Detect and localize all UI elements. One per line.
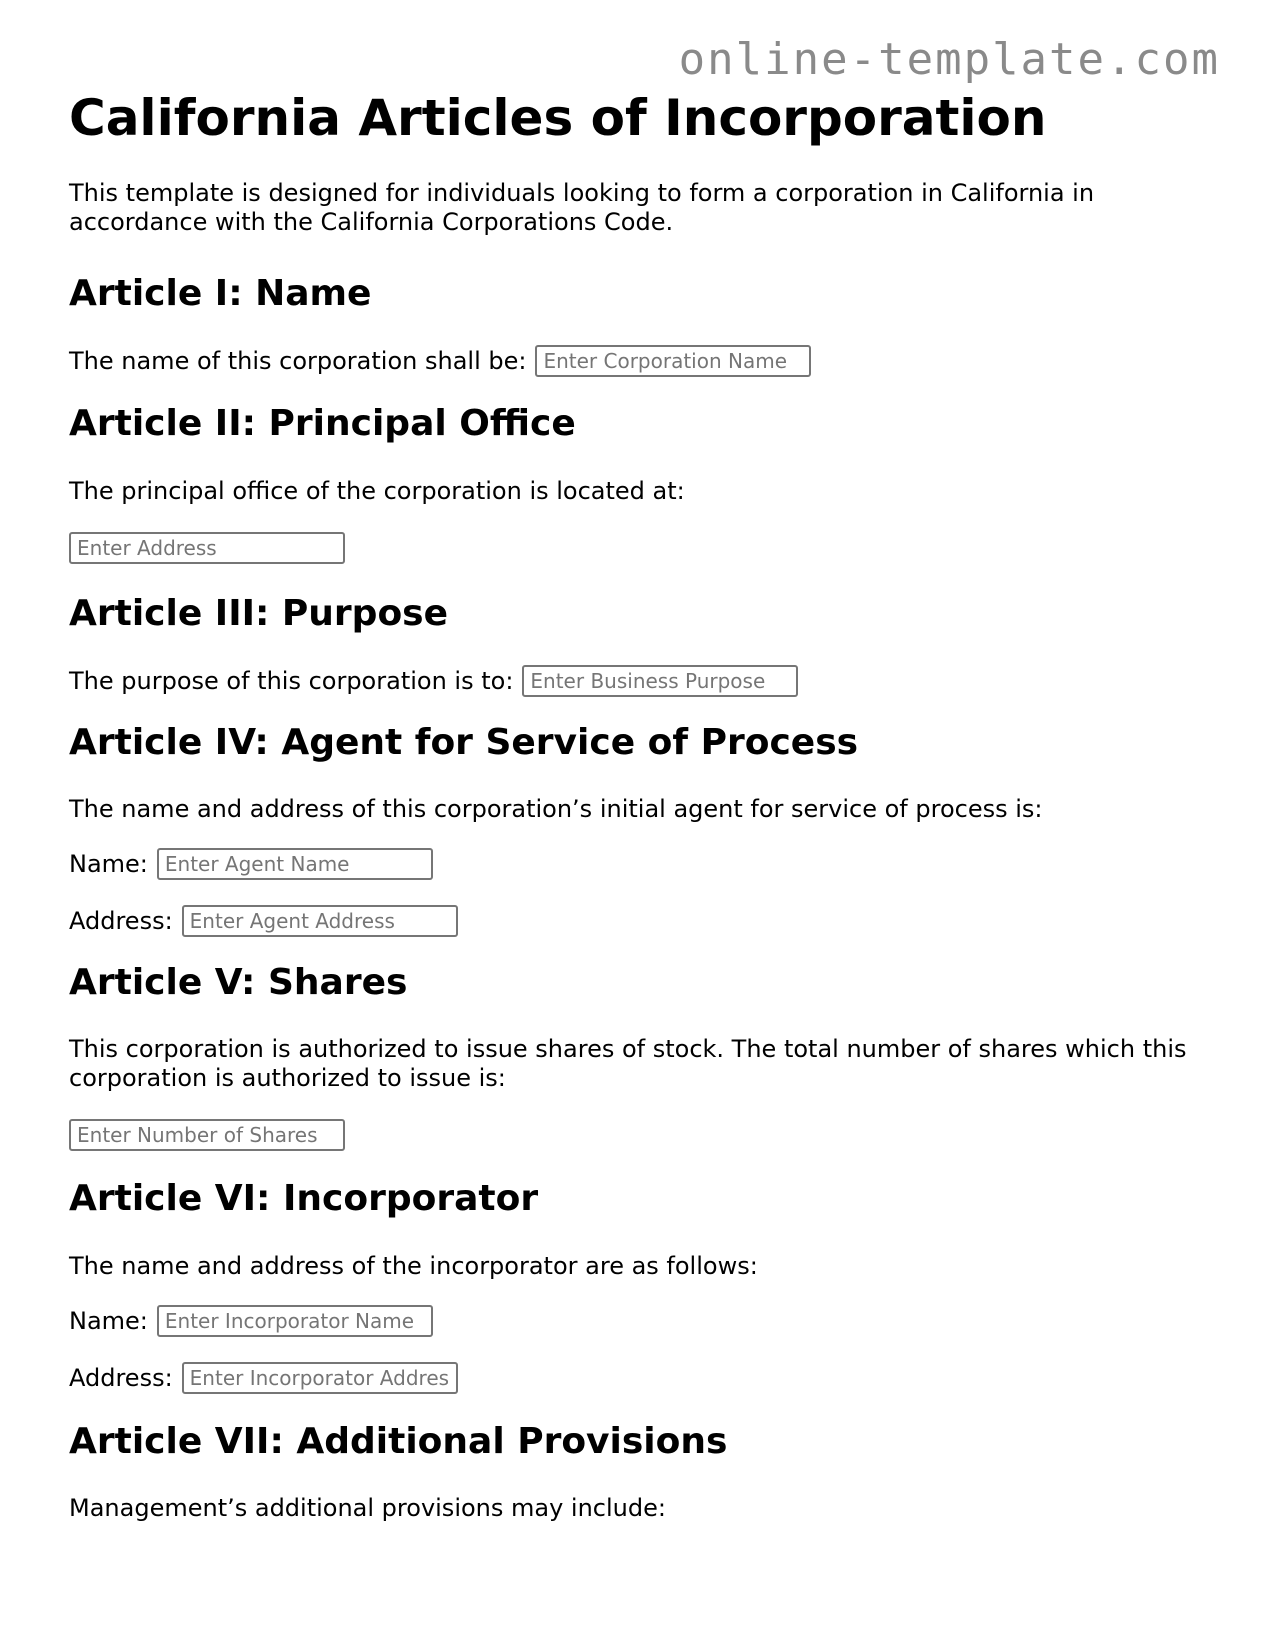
incorporator-text: The name and address of the incorporator are as follows: [69,1252,758,1280]
corporation-name-row [69,345,1209,377]
agent-text: The name and address of this corporation’s initial agent for service of process is: [69,795,1043,823]
incorporator-address-field[interactable] [182,1362,458,1394]
incorporator-name-label: Name: [69,1306,148,1335]
shares-text: This corporation is authorized to issue shares of stock. The total number of shares which this corporation is authorized to issue is: [69,1035,1187,1092]
agent-name-row [69,848,1209,880]
agent-name-label: Name: [69,849,148,878]
number-of-shares-field[interactable] [69,1119,345,1151]
incorporator-address-row [69,1362,1209,1394]
article-provisions-heading: Article VII: Additional Provisions [69,1421,728,1462]
address-field[interactable] [69,532,345,564]
provisions-text: Management’s additional provisions may include: [69,1494,666,1522]
article-shares-heading: Article V: Shares [69,962,408,1003]
article-agent-heading: Article IV: Agent for Service of Process [69,722,859,763]
article-purpose-heading: Article III: Purpose [69,593,449,634]
page-title: California Articles of Incorporation [69,89,1047,147]
document-page [69,86,1209,1523]
purpose-label: The purpose of this corporation is to: [69,666,514,695]
agent-address-row [69,905,1209,937]
watermark: online-template.com [678,34,1220,85]
article-incorporator-heading: Article VI: Incorporator [69,1178,539,1219]
office-text: The principal office of the corporation is located at: [69,477,685,505]
article-name-heading: Article I: Name [69,273,372,314]
incorporator-name-field[interactable] [157,1305,433,1337]
article-office-heading: Article II: Principal Office [69,403,576,444]
agent-name-field[interactable] [157,848,433,880]
incorporator-name-row [69,1305,1209,1337]
agent-address-label: Address: [69,906,173,935]
corporation-name-label: The name of this corporation shall be: [69,346,527,375]
corporation-name-field[interactable] [535,345,811,377]
incorporator-address-label: Address: [69,1363,173,1392]
purpose-row [69,665,1209,697]
intro-text: This template is designed for individuals looking to form a corporation in California in accordance with the California Corporations Code. [69,179,1095,236]
agent-address-field[interactable] [182,905,458,937]
business-purpose-field[interactable] [522,665,798,697]
